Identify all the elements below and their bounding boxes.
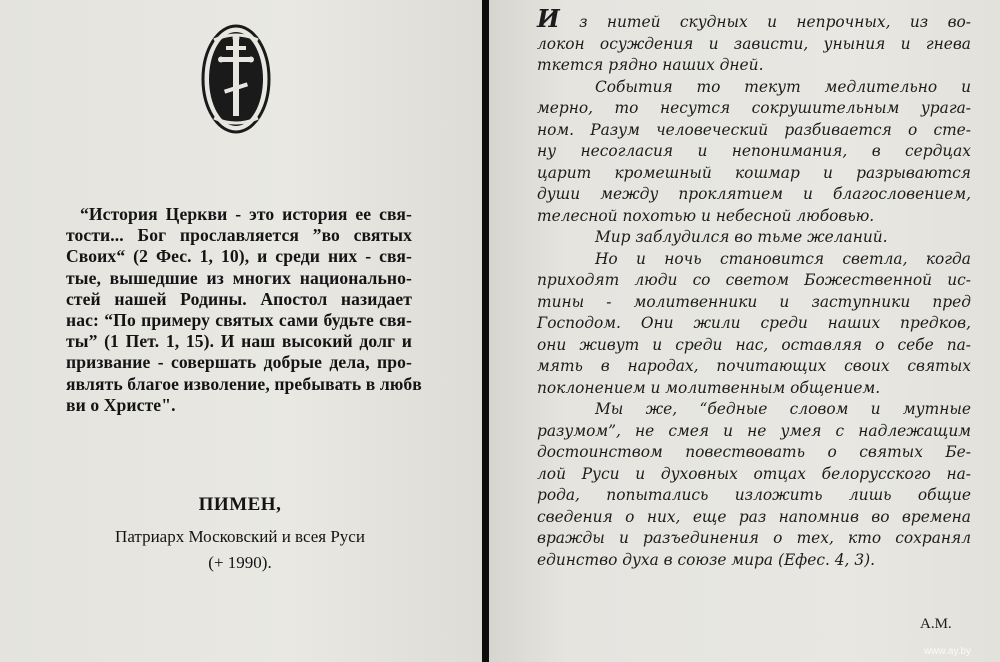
essay-line: мерно, то несутся сокрушительным урага- xyxy=(537,99,971,117)
quote-line: являть благое изволение, пребывать в любв xyxy=(66,373,422,394)
essay-line: ном. Разум человеческий разбивается о сте- xyxy=(537,120,971,139)
signature-title: Патриарх Московский и всея Руси xyxy=(115,527,365,546)
essay-line: царит кромешный кошмар и разрываются xyxy=(537,163,971,182)
essay-line: Господом. Они жили среди наших предков, xyxy=(537,314,971,332)
essay-line: телесной похотью и небесной любовью. xyxy=(537,206,875,225)
essay-line: вражды и разъединения о тех, кто сохранял xyxy=(537,529,971,547)
essay-line: ткется рядно наших дней. xyxy=(537,56,764,74)
dropcap: И xyxy=(537,4,560,33)
signature-name: ПИМЕН, xyxy=(198,494,282,515)
quote-line: Своих“ (2 Фес. 1, 10), и среди них - свя- xyxy=(66,246,412,267)
essay-line: Но и ночь становится светла, когда xyxy=(595,249,971,268)
essay-line xyxy=(537,4,971,34)
essay-line: разумом”, не смея и не умея с надлежащим xyxy=(537,421,971,440)
essay-line: мять в народах, почитающих своих святых xyxy=(537,357,971,375)
essay-line: Мы же, “бедные словом и мутные xyxy=(595,400,971,418)
quote-line: “История Церкви - это история ее свя- xyxy=(80,204,412,224)
quote-line: ты” (1 Пет. 1, 15). И наш высокий долг и xyxy=(66,331,412,352)
quote-line: тости... Бог прославляется ”во святых xyxy=(66,225,412,246)
essay-line: События то текут медлительно и xyxy=(595,77,971,96)
signature-year: (+ 1990). xyxy=(208,553,272,572)
essay-line-text: з нитей скудных и непрочных, из во- xyxy=(559,13,971,31)
foreword-text xyxy=(537,4,971,571)
essay-line: поклонением и молитвенным общением. xyxy=(537,378,881,397)
essay-line: достоинством повествовать о святых Бе- xyxy=(537,443,971,461)
essay-line: тины - молитвенники и заступники пред xyxy=(537,292,971,311)
essay-line: единство духа в союзе мира (Ефес. 4, 3). xyxy=(537,550,876,569)
author-initials: А.М. xyxy=(920,616,952,632)
essay-line: ну несогласия и непонимания, в сердцах xyxy=(537,142,971,160)
quote-line: нас: “По примеру святых сами будьте свя- xyxy=(66,310,412,331)
quote-line: тые, вышедшие из многих национально- xyxy=(66,267,412,288)
essay-line: приходят люди со светом Божественной ис- xyxy=(537,271,971,289)
patriarch-quote xyxy=(66,204,422,416)
quote-line: призвание - совершать добрые дела, про- xyxy=(66,352,412,373)
essay-line: они живут и среди нас, оставляя о себе па- xyxy=(537,335,971,354)
quote-line: стей нашей Родины. Апостол назидает xyxy=(66,288,412,309)
essay-line: Мир заблудился во тьме желаний. xyxy=(595,228,888,246)
essay-line: души между проклятием и благословением, xyxy=(537,185,971,203)
essay-line: локон осуждения и зависти, уныния и гнева xyxy=(537,34,971,53)
quote-line: ви о Христе". xyxy=(66,394,176,415)
watermark: www.ay.by xyxy=(924,646,972,657)
left-page xyxy=(0,0,482,662)
essay-line: рода, попытались изложить лишь общие xyxy=(537,486,971,504)
essay-line: сведения о них, еще раз напомнив во времена xyxy=(537,507,971,526)
orthodox-cross-emblem-icon xyxy=(200,22,272,136)
essay-line: лой Руси и духовных отцах белорусского на- xyxy=(537,464,971,483)
